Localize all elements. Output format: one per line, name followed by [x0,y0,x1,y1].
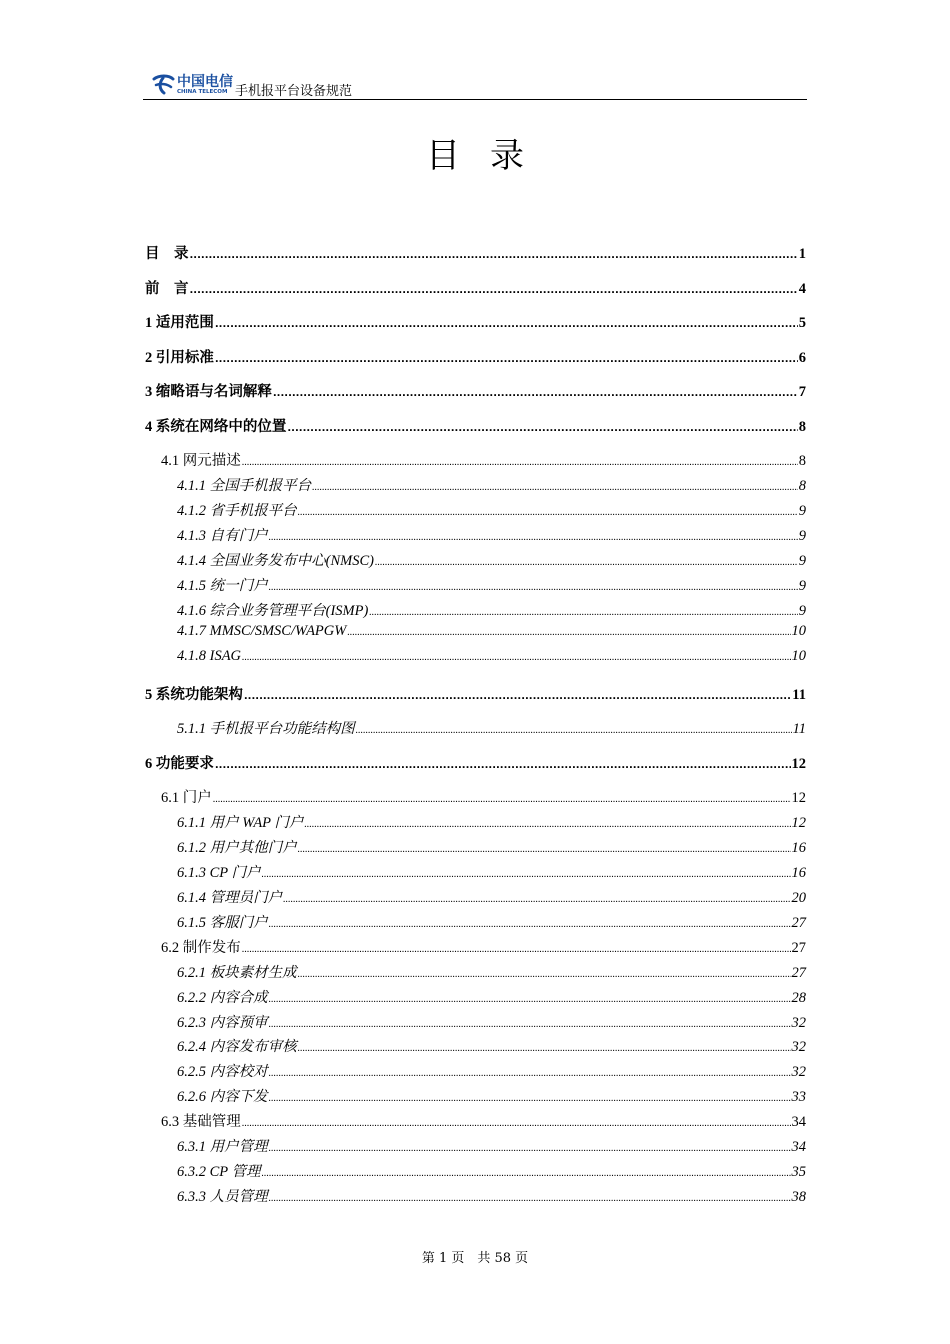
toc-page-number: 35 [791,1164,806,1180]
toc-entry[interactable] [177,524,806,544]
toc-entry[interactable] [177,1185,806,1205]
toc-page-number: 11 [792,721,806,737]
toc-entry-title: 4.1.3 自有门户 [177,528,268,544]
toc-entry[interactable] [177,836,806,856]
toc-entry[interactable] [177,1060,806,1080]
toc-dot-leader [298,840,791,857]
toc-page-number: 9 [798,503,806,519]
logo-text-cn: 中国电信 [177,74,233,90]
toc-entry-title: 4 系统在网络中的位置 [145,419,287,435]
toc-page-number: 16 [791,840,806,856]
toc-page-number: 8 [798,419,806,435]
toc-entry-title: 6.2.2 内容合成 [177,990,268,1006]
toc-dot-leader [298,503,798,520]
toc-page-number: 34 [791,1114,806,1130]
toc-dot-leader [298,965,791,982]
toc-dot-leader [269,1089,791,1106]
toc-dot-leader [242,648,790,665]
toc-page-number: 11 [792,687,806,703]
toc-dot-leader [190,281,798,297]
toc-entry[interactable] [177,1035,806,1055]
toc-entry-title: 6 功能要求 [145,756,214,772]
toc-entry-title: 6.1.5 客服门户 [177,915,268,931]
toc-entry-title: 6.1.3 CP 门户 [177,865,261,881]
toc-dot-leader [242,453,798,470]
toc-page-number: 28 [791,990,806,1006]
toc-dot-leader [273,384,798,400]
toc-entry[interactable] [177,717,806,737]
toc-entry-title: 6.2 制作发布 [161,940,241,956]
toc-entry-title: 4.1.7 MMSC/SMSC/WAPGW [177,623,347,639]
toc-entry-title: 6.2.1 板块素材生成 [177,965,297,981]
page-footer: 第 1 页 共 58 页 [421,1251,529,1266]
toc-dot-leader [312,478,798,495]
toc-entry[interactable] [177,623,806,643]
toc-entry[interactable] [161,1110,806,1130]
toc-page-number: 32 [791,1039,806,1055]
toc-dot-leader [242,1114,791,1131]
toc-page-number: 9 [798,553,806,569]
toc-entry[interactable] [177,1135,806,1155]
toc-page-number: 4 [798,281,806,297]
toc-page-number: 32 [791,1064,806,1080]
toc-entry[interactable] [177,549,806,569]
toc-dot-leader [304,815,790,832]
toc-entry[interactable] [145,683,806,703]
toc-entry-title: 前 言 [145,281,189,297]
toc-dot-leader [287,419,797,435]
toc-page-number: 20 [791,890,806,906]
toc-page-number: 9 [798,528,806,544]
toc-entry-title: 4.1.8 ISAG [177,648,242,664]
toc-dot-leader [375,553,798,570]
toc-dot-leader [269,990,791,1007]
toc-entry[interactable] [177,474,806,494]
toc-entry-title: 6.1.2 用户其他门户 [177,840,297,856]
toc-entry[interactable] [177,599,806,619]
toc-entry[interactable] [177,648,806,668]
toc-dot-leader [347,623,790,640]
toc-page-number: 27 [791,965,806,981]
toc-entry-title: 6.3.1 用户管理 [177,1139,268,1155]
toc-entry-title: 6.2.3 内容预审 [177,1015,268,1031]
toc-entry-title: 4.1.6 综合业务管理平台(ISMP) [177,603,369,619]
toc-dot-leader [262,865,791,882]
toc-entry-title: 6.3.3 人员管理 [177,1189,268,1205]
toc-entry-title: 5 系统功能架构 [145,687,243,703]
toc-page-number: 1 [798,246,806,262]
toc-page-number: 27 [791,915,806,931]
toc-dot-leader [269,915,791,932]
toc-dot-leader [242,940,791,957]
toc-entry-title: 6.1 门户 [161,790,212,806]
toc-page-number: 6 [798,350,806,366]
toc-entry-title: 5.1.1 手机报平台功能结构图 [177,721,355,737]
china-telecom-logo [151,70,237,98]
toc-dot-leader [215,350,798,366]
document-title: 手机报平台设备规范 [235,84,353,99]
toc-entry-title: 4.1.1 全国手机报平台 [177,478,312,494]
toc-dot-leader [262,1164,791,1181]
toc-dot-leader [269,578,798,595]
telecom-swirl-icon [151,72,175,96]
toc-page-number: 8 [798,453,806,469]
toc-page-number: 10 [791,648,806,664]
toc-entry[interactable] [177,574,806,594]
toc-entry[interactable] [177,811,806,831]
toc-dot-leader [356,721,792,738]
toc-entry-title: 6.3 基础管理 [161,1114,241,1130]
toc-dot-leader [244,687,791,703]
toc-entry-title: 6.1.1 用户 WAP 门户 [177,815,304,831]
toc-entry[interactable] [145,752,806,772]
toc-page-number: 10 [791,623,806,639]
toc-dot-leader [298,1039,791,1056]
toc-page-number: 7 [798,384,806,400]
toc-entry-title: 4.1 网元描述 [161,453,241,469]
page-header [143,68,807,100]
toc-page-number: 16 [791,865,806,881]
toc-entry-title: 4.1.2 省手机报平台 [177,503,297,519]
toc-dot-leader [269,528,798,545]
toc-dot-leader [215,756,791,772]
toc-dot-leader [269,1139,791,1156]
toc-entry-title: 4.1.5 统一门户 [177,578,268,594]
toc-dot-leader [213,790,791,807]
toc-page-number: 34 [791,1139,806,1155]
toc-page-number: 8 [798,478,806,494]
logo-text-en: CHINA TELECOM [177,89,228,95]
toc-entry-title: 2 引用标准 [145,350,214,366]
toc-entry[interactable] [145,346,806,366]
toc-page-number: 12 [791,790,806,806]
toc-entry-title: 6.2.5 内容校对 [177,1064,268,1080]
toc-entry[interactable] [177,911,806,931]
toc-entry[interactable] [177,1160,806,1180]
toc-entry-title: 4.1.4 全国业务发布中心(NMSC) [177,553,374,569]
toc-dot-leader [369,603,797,620]
toc-dot-leader [269,1015,791,1032]
toc-page-number: 38 [791,1189,806,1205]
toc-entry[interactable] [145,311,806,331]
toc-entry-title: 6.2.6 内容下发 [177,1089,268,1105]
toc-entry[interactable] [177,861,806,881]
toc-dot-leader [269,1064,791,1081]
toc-entry-title: 6.1.4 管理员门户 [177,890,283,906]
toc-entry[interactable] [145,380,806,400]
toc-page-number: 32 [791,1015,806,1031]
toc-dot-leader [283,890,790,907]
toc-entry-title: 1 适用范围 [145,315,214,331]
toc-page-number: 9 [798,603,806,619]
toc-entry[interactable] [161,786,806,806]
toc-entry-title: 3 缩略语与名词解释 [145,384,272,400]
toc-entry[interactable] [177,886,806,906]
page-title: 目录 [426,136,554,176]
toc-entry[interactable] [177,499,806,519]
toc-dot-leader [190,246,798,262]
toc-entry[interactable] [177,1011,806,1031]
toc-entry[interactable] [161,449,806,469]
toc-entry[interactable] [145,415,806,435]
toc-entry-title: 6.2.4 内容发布审核 [177,1039,297,1055]
toc-dot-leader [215,315,798,331]
toc-entry[interactable] [145,277,806,297]
toc-page-number: 5 [798,315,806,331]
toc-entry-title: 目 录 [145,246,189,262]
toc-entry[interactable] [145,242,806,262]
toc-page-number: 27 [791,940,806,956]
toc-dot-leader [269,1189,791,1206]
toc-entry[interactable] [161,936,806,956]
toc-entry[interactable] [177,986,806,1006]
toc-entry[interactable] [177,961,806,981]
toc-entry-title: 6.3.2 CP 管理 [177,1164,261,1180]
toc-page-number: 33 [791,1089,806,1105]
toc-page-number: 12 [791,815,806,831]
toc-entry[interactable] [177,1085,806,1105]
toc-page-number: 9 [798,578,806,594]
toc-page-number: 12 [791,756,806,772]
